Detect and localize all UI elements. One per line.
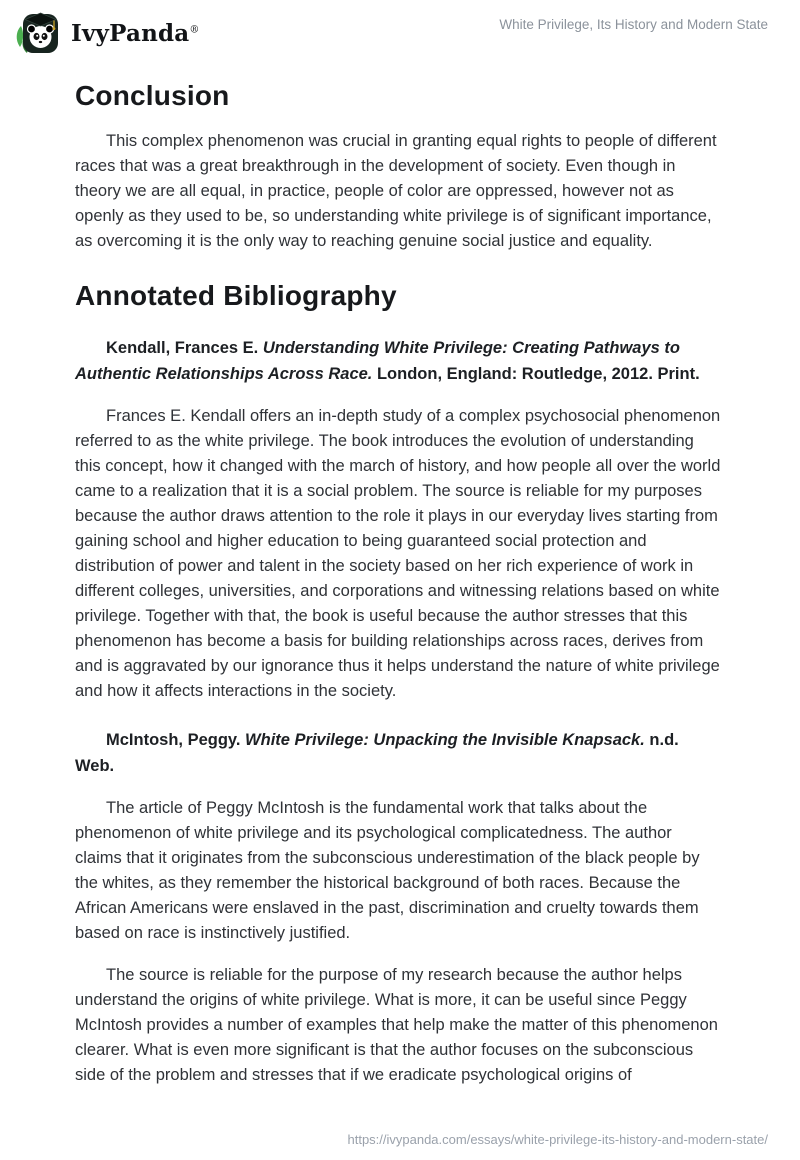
page-header [0, 0, 800, 58]
citation-title: Understanding White Privilege: Creating Pathways to Authentic Relationships Across Race. [75, 339, 680, 383]
citation-title: White Privilege: Unpacking the Invisible Knapsack. [245, 731, 645, 749]
source-url-link[interactable]: https://ivypanda.com/essays/white-privilege-its-history-and-modern-state/ [347, 1132, 768, 1147]
annotation-kendall-paragraph: Frances E. Kendall offers an in-depth study of a complex psychosocial phenomenon referred to as the white privilege. The book introduces the evolution of understanding this concept, how it changed with the march of history, and how people all over the world came to a realization that it is a social problem. The source is reliable for my purposes because the author draws attention to the role it plays in our everyday lives starting from gaining school and higher education to being guaranteed social protection and distribution of power and talent in the society based on her rich experience of work in different colleges, universities, and corporations and witnessing relations based on white privilege. Together with that, the book is useful because the author stresses that this phenomenon has become a basis for building relationships across races, derives from and is aggravated by our ignorance thus it helps understand the nature of white privilege and how it affects interactions in the society. [75, 407, 721, 700]
essay-content [0, 80, 800, 1088]
citation-publication: n.d. Web. [75, 731, 679, 775]
citation-author: McIntosh, Peggy. [106, 731, 246, 749]
citation-kendall [75, 336, 722, 387]
conclusion-paragraph: This complex phenomenon was crucial in granting equal rights to people of different races that was a great breakthrough in the development of society. Even though in theory we are all equal, in practice, people of color are oppressed, however not as openly as they used to be, so understanding white privilege is of significant importance, as overcoming it is the only way to reaching genuine social justice and equality. [75, 132, 717, 250]
registered-mark: ® [189, 23, 200, 35]
ivypanda-logo[interactable] [13, 9, 200, 57]
citation-publication: London, England: Routledge, 2012. Print. [372, 364, 700, 383]
document-title: White Privilege, Its History and Modern State [499, 17, 768, 32]
citation-mcintosh [75, 728, 722, 779]
panda-graduate-logo-icon [13, 9, 61, 57]
conclusion-heading: Conclusion [75, 80, 230, 111]
annotation-mcintosh-paragraph-1: The article of Peggy McIntosh is the fundamental work that talks about the phenomenon of white privilege and its psychological complicatedness. The author claims that it originates from the subconscious underestimation of the black people by the whites, as they remember the historical background of both races. Because the African Americans were enslaved in the past, discrimination and cruelty towards them based on race is instinctively justified. [75, 799, 700, 942]
brand-name: IvyPanda® [71, 19, 200, 47]
annotated-bibliography-heading: Annotated Bibliography [75, 280, 397, 311]
citation-author: Kendall, Frances E. [106, 339, 263, 357]
annotation-mcintosh-paragraph-2: The source is reliable for the purpose of my research because the author helps understand the origins of white privilege. What is more, it can be useful since Peggy McIntosh provides a number of examples that help make the matter of this phenomenon clearer. What is even more significant is that the author focuses on the subconscious side of the problem and stresses that if we eradicate psychological origins of [75, 966, 718, 1084]
